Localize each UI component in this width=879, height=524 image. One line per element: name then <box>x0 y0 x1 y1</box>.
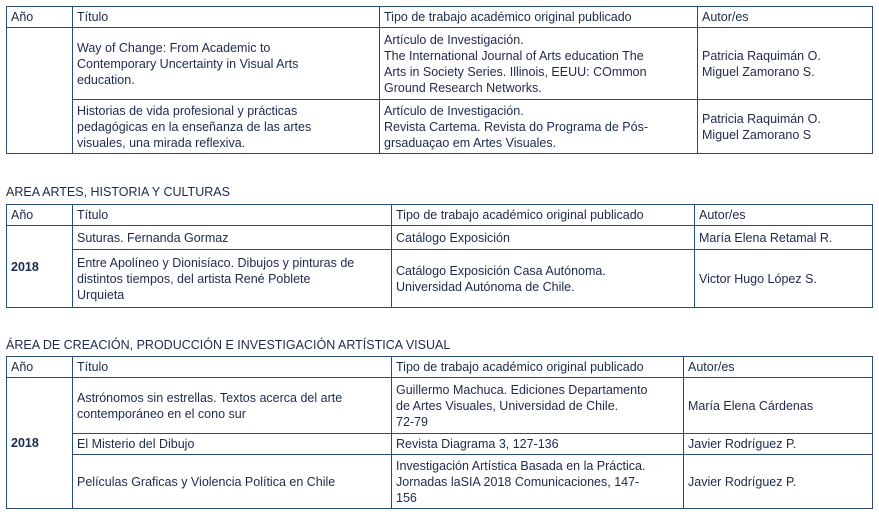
type-cell <box>380 28 698 100</box>
type-line: Universidad Autónoma de Chile. <box>396 279 575 294</box>
table-publications-2 <box>6 204 873 308</box>
title-cell <box>73 226 392 250</box>
header-type: Tipo de trabajo académico original publicado <box>392 357 684 378</box>
title-line: visuales, una mirada reflexiva. <box>77 135 246 150</box>
authors-cell <box>695 226 873 250</box>
type-line: 156 <box>396 490 417 505</box>
table-header-row <box>7 205 873 226</box>
authors-cell <box>695 250 873 308</box>
table-row <box>7 434 873 455</box>
header-type: Tipo de trabajo académico original publicado <box>392 205 695 226</box>
header-title: Título <box>73 205 392 226</box>
type-line: Ground Research Networks. <box>384 80 542 95</box>
year-cell <box>7 28 73 154</box>
title-line: El Misterio del Dibujo <box>77 437 195 451</box>
table-row <box>7 28 873 100</box>
type-line: Artículo de Investigación. <box>384 103 524 118</box>
header-title: Título <box>73 357 392 378</box>
table-row <box>7 250 873 308</box>
authors-cell <box>684 378 873 434</box>
type-line: 72-79 <box>396 414 428 429</box>
authors-cell <box>698 28 873 100</box>
author-line: María Elena Retamal R. <box>699 230 833 245</box>
table-row <box>7 378 873 434</box>
title-cell <box>73 434 392 455</box>
author-line: Victor Hugo López S. <box>699 271 817 286</box>
table-publications-3 <box>6 356 873 509</box>
type-line: Catálogo Exposición <box>396 230 510 245</box>
type-line: Catálogo Exposición Casa Autónoma. <box>396 263 606 278</box>
header-authors: Autor/es <box>695 205 873 226</box>
title-line: Astrónomos sin estrellas. Textos acerca del arte <box>77 390 343 405</box>
author-line: Javier Rodríguez P. <box>688 474 797 489</box>
year-cell: 2018 <box>7 378 73 509</box>
type-cell <box>392 250 695 308</box>
title-line: Suturas. Fernanda Gormaz <box>77 230 229 245</box>
title-line: Películas Graficas y Violencia Política en Chile <box>77 474 336 489</box>
type-line: grsaduaçao em Artes Visuales. <box>384 135 557 150</box>
title-line: pedagógicas en la enseñanza de las artes <box>77 119 312 134</box>
title-cell <box>73 28 380 100</box>
author-line: María Elena Cárdenas <box>688 398 814 413</box>
authors-cell <box>684 455 873 509</box>
type-line: de Artes Visuales, Universidad de Chile. <box>396 398 619 413</box>
header-authors: Autor/es <box>684 357 873 378</box>
title-line: Contemporary Uncertainty in Visual Arts <box>77 56 299 71</box>
type-line: Artículo de Investigación. <box>384 32 524 47</box>
table-row <box>7 100 873 154</box>
author-line: Miguel Zamorano S <box>702 127 812 142</box>
authors-cell <box>684 434 873 455</box>
table-header-row <box>7 357 873 378</box>
type-line: The International Journal of Arts education The <box>384 48 644 63</box>
title-cell <box>73 455 392 509</box>
header-year: Año <box>7 357 73 378</box>
year-cell: 2018 <box>7 226 73 308</box>
section-heading-creacion-produccion: ÁREA DE CREACIÓN, PRODUCCIÓN E INVESTIGACIÓN ARTÍSTICA VISUAL <box>6 338 451 352</box>
title-line: education. <box>77 72 135 87</box>
header-year: Año <box>7 205 73 226</box>
title-line: contemporáneo en el cono sur <box>77 406 246 421</box>
type-cell <box>392 226 695 250</box>
author-line: Javier Rodríguez P. <box>688 437 797 451</box>
table-publications-1 <box>6 6 873 154</box>
title-line: Way of Change: From Academic to <box>77 40 271 55</box>
type-cell <box>392 434 684 455</box>
table-header-row <box>7 7 873 28</box>
header-year: Año <box>7 7 73 28</box>
type-line: Investigación Artística Basada en la Práctica. <box>396 458 646 473</box>
type-cell <box>392 455 684 509</box>
authors-cell <box>698 100 873 154</box>
title-cell <box>73 378 392 434</box>
type-line: Revista Cartema. Revista do Programa de Pós- <box>384 119 648 134</box>
title-cell <box>73 100 380 154</box>
title-line: distintos tiempos, del artista René Poblete <box>77 271 311 286</box>
type-line: Guillermo Machuca. Ediciones Departamento <box>396 382 648 397</box>
type-cell <box>380 100 698 154</box>
author-line: Miguel Zamorano S. <box>702 64 815 79</box>
type-line: Revista Diagrama 3, 127-136 <box>396 437 559 451</box>
author-line: Patricia Raquimán O. <box>702 111 821 126</box>
author-line: Patricia Raquimán O. <box>702 48 821 63</box>
header-title: Título <box>73 7 380 28</box>
header-type: Tipo de trabajo académico original publicado <box>380 7 698 28</box>
type-line: Jornadas laSIA 2018 Comunicaciones, 147- <box>396 474 640 489</box>
type-line: Arts in Society Series. Illinois, EEUU: COmmon <box>384 64 647 79</box>
title-cell <box>73 250 392 308</box>
type-cell <box>392 378 684 434</box>
title-line: Entre Apolíneo y Dionisíaco. Dibujos y pinturas de <box>77 255 355 270</box>
table-row <box>7 455 873 509</box>
title-line: Historias de vida profesional y prácticas <box>77 103 298 118</box>
header-authors: Autor/es <box>698 7 873 28</box>
table-row <box>7 226 873 250</box>
title-line: Urquieta <box>77 287 125 302</box>
section-heading-artes-historia: AREA ARTES, HISTORIA Y CULTURAS <box>6 185 230 199</box>
